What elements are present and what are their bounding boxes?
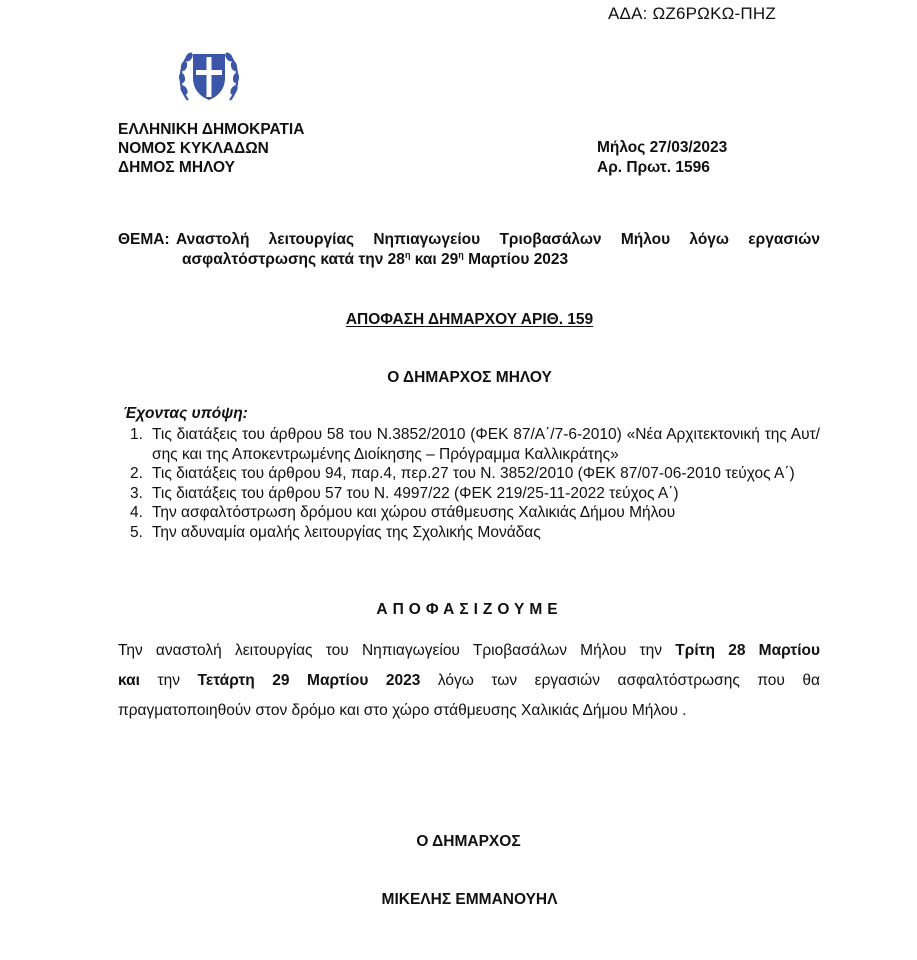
list-item xyxy=(118,484,820,504)
subject-line-1: Αναστολή λειτουργίας Νηπιαγωγείου Τριοβασάλων Μήλου λόγω εργασιών xyxy=(176,231,820,248)
list-item xyxy=(118,523,820,543)
ordinal-superscript: η xyxy=(404,250,411,260)
list-item xyxy=(118,503,820,523)
list-item xyxy=(118,425,820,464)
protocol-number: Αρ. Πρωτ. 1596 xyxy=(597,159,710,176)
list-item-number: 5. xyxy=(130,523,143,541)
body-text: την xyxy=(139,672,198,689)
decision-body xyxy=(118,636,820,726)
issuer-country: ΕΛΛΗΝΙΚΗ ΔΗΜΟΚΡΑΤΙΑ xyxy=(118,121,305,138)
list-item-number: 1. xyxy=(130,426,143,443)
body-text: λόγω των εργασιών ασφαλτόστρωσης που θα xyxy=(420,672,820,689)
signature-name xyxy=(0,891,917,909)
considerations-list xyxy=(118,425,820,542)
list-item xyxy=(118,464,820,484)
subject-label: ΘΕΜΑ: xyxy=(118,231,170,248)
list-item-text: Τις διατάξεις του άρθρου 94, παρ.4, περ.27 του Ν. 3852/2010 (ΦΕΚ 87/07-06-2010 τεύχος Α΄) xyxy=(152,465,795,482)
list-item-number: 3. xyxy=(130,484,143,502)
decision-title xyxy=(0,311,917,329)
ordinal-superscript: η xyxy=(458,250,464,260)
decide-heading-text: ΑΠΟΦΑΣΙΖΟΥΜΕ xyxy=(376,601,563,618)
subject-text-a: ασφαλτόστρωσης κατά την 28 xyxy=(182,251,405,268)
subject-line-2 xyxy=(182,250,568,270)
body-bold-conjunction: και xyxy=(118,672,140,689)
date-protocol-block xyxy=(597,138,727,178)
decision-title-text: ΑΠΟΦΑΣΗ ΔΗΜΑΡΧΟΥ ΑΡΙΘ. 159 xyxy=(345,311,594,328)
decide-heading xyxy=(0,601,917,619)
signature-name-text: ΜΙΚΕΛΗΣ ΕΜΜΑΝΟΥΗΛ xyxy=(381,891,558,908)
list-item-number: 4. xyxy=(130,504,143,521)
list-item-text: Την αδυναμία ομαλής λειτουργίας της Σχολικής Μονάδας xyxy=(152,523,541,541)
body-line-1 xyxy=(118,636,820,666)
body-bold-date: Τρίτη 28 Μαρτίου xyxy=(675,642,820,659)
body-line-3: πραγματοποιηθούν στον δρόμο και στο χώρο στάθμευσης Χαλικιάς Δήμου Μήλου . xyxy=(118,702,687,719)
considering-heading: Έχοντας υπόψη: xyxy=(123,405,248,422)
issuer-block xyxy=(118,120,304,177)
list-item-text: Τις διατάξεις του άρθρου 57 του Ν. 4997/22 (ΦΕΚ 219/25-11-2022 τεύχος Α΄) xyxy=(152,484,679,502)
signature-title-text: Ο ΔΗΜΑΡΧΟΣ xyxy=(416,833,521,850)
mayor-heading xyxy=(0,369,917,387)
list-item-text: Την ασφαλτόστρωση δρόμου και χώρου στάθμευσης Χαλικιάς Δήμου Μήλου xyxy=(152,504,676,521)
ada-code: ΑΔΑ: ΩΖ6ΡΩΚΩ-ΠΗΖ xyxy=(608,4,776,23)
list-item-text: Τις διατάξεις του άρθρου 58 του Ν.3852/2010 (ΦΕΚ 87/Α΄/7-6-2010) «Νέα Αρχιτεκτονική της Αυτ/σης και της Αποκεντρωμένης Διοίκησης – Πρόγραμμα Καλλικράτης» xyxy=(152,426,820,463)
body-bold-date: Τετάρτη 29 Μαρτίου 2023 xyxy=(197,672,421,689)
body-text: Την αναστολή λειτουργίας του Νηπιαγωγείου Τριοβασάλων Μήλου την xyxy=(118,642,676,659)
mayor-heading-text: Ο ΔΗΜΑΡΧΟΣ ΜΗΛΟΥ xyxy=(387,369,552,386)
issuer-prefecture: ΝΟΜΟΣ ΚΥΚΛΑΔΩΝ xyxy=(118,140,269,157)
subject-text-c: Μαρτίου 2023 xyxy=(463,251,569,268)
list-item-number: 2. xyxy=(130,465,143,482)
issuer-municipality: ΔΗΜΟΣ ΜΗΛΟΥ xyxy=(118,159,235,176)
subject-text-b: και 29 xyxy=(410,251,459,268)
body-line-2 xyxy=(118,666,820,696)
greek-coat-of-arms-icon xyxy=(176,44,242,108)
document-date: Μήλος 27/03/2023 xyxy=(597,139,728,156)
signature-title xyxy=(0,833,917,851)
